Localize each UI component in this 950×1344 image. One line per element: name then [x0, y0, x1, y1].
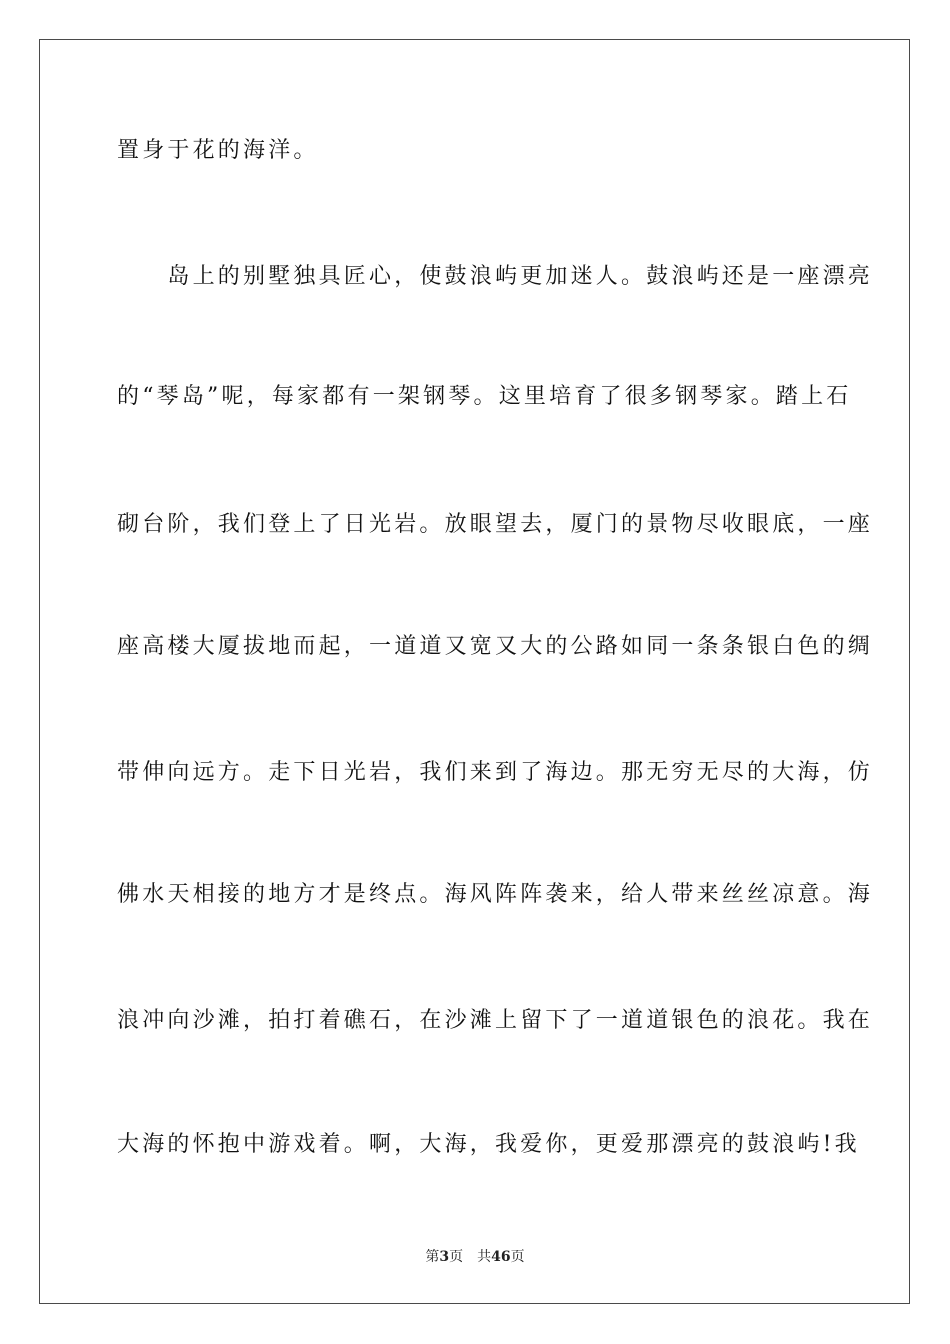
text-line-1: 置身于花的海洋。 — [117, 138, 319, 163]
total-prefix: 共 — [477, 1249, 492, 1265]
page-prefix: 第 — [425, 1249, 440, 1265]
text-line-7: 佛水天相接的地方才是终点。海风阵阵袭来，给人带来丝丝凉意。海 — [117, 882, 874, 907]
page-current: 3 — [439, 1249, 450, 1265]
text-line-6: 带伸向远方。走下日光岩，我们来到了海边。那无穷无尽的大海，仿 — [117, 760, 874, 785]
text-line-8: 浪冲向沙滩，拍打着礁石，在沙滩上留下了一道道银色的浪花。我在 — [117, 1008, 874, 1033]
page-footer — [0, 1246, 950, 1266]
total-suffix: 页 — [510, 1249, 525, 1265]
text-line-3: 的“琴岛”呢，每家都有一架钢琴。这里培育了很多钢琴家。踏上石 — [117, 384, 852, 409]
text-line-2: 岛上的别墅独具匠心，使鼓浪屿更加迷人。鼓浪屿还是一座漂亮 — [117, 264, 874, 289]
page-suffix: 页 — [449, 1249, 464, 1265]
text-line-5: 座高楼大厦拔地而起，一道道又宽又大的公路如同一条条银白色的绸 — [117, 634, 874, 659]
page-total: 46 — [491, 1249, 511, 1265]
text-line-9: 大海的怀抱中游戏着。啊，大海，我爱你，更爱那漂亮的鼓浪屿!我 — [117, 1132, 860, 1157]
page-border — [39, 39, 910, 1304]
text-line-4: 砌台阶，我们登上了日光岩。放眼望去，厦门的景物尽收眼底，一座 — [117, 512, 874, 537]
